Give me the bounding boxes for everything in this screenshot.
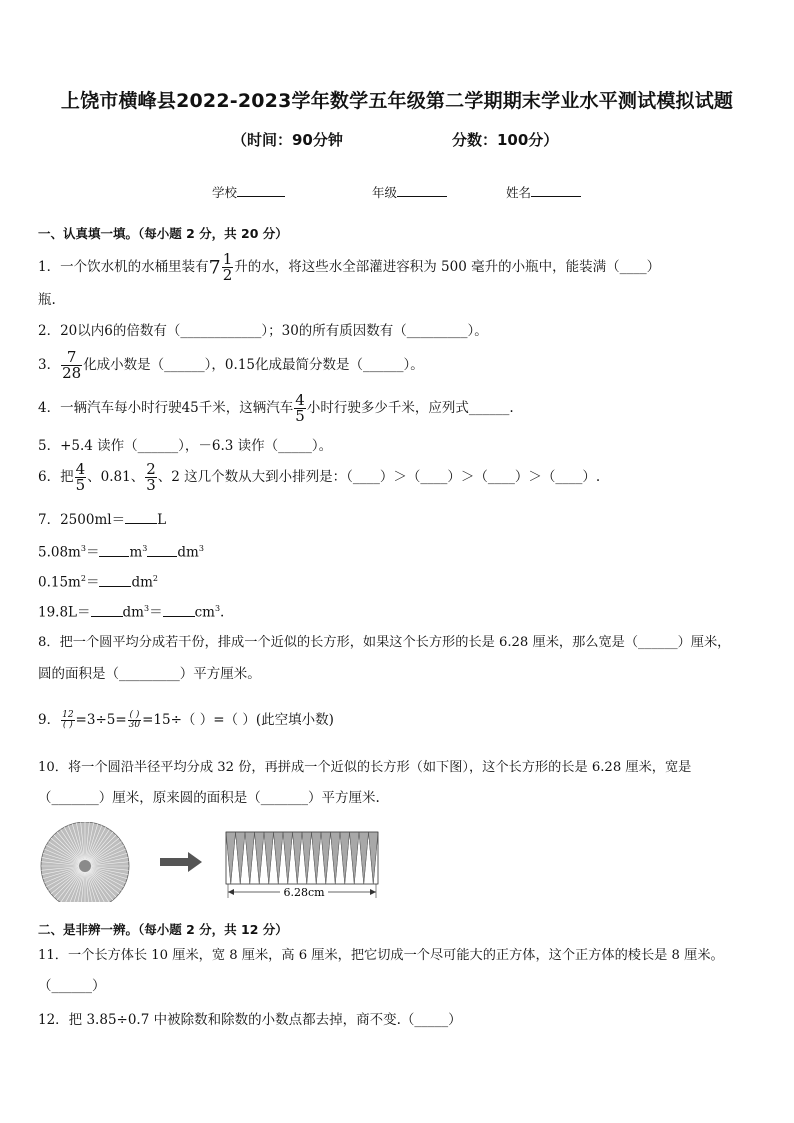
name-field xyxy=(506,182,581,201)
right-arrow-icon xyxy=(160,852,202,872)
q6-den-1: 5 xyxy=(75,476,86,494)
question-7-line-4 xyxy=(38,599,224,623)
q9-mid: =3÷5= xyxy=(75,712,127,728)
question-8-cont: 圆的面积是（_________）平方厘米。 xyxy=(38,666,261,682)
section-2-title: 二、是非辨一辨。（每小题 2 分，共 12 分） xyxy=(38,922,288,937)
dimension-label: 6.28cm xyxy=(283,886,325,899)
grade-label: 年级 xyxy=(372,185,398,200)
q9-post: =15÷（ ）=（ ）(此空填小数) xyxy=(142,712,334,728)
page-title: 上饶市横峰县2022-2023学年数学五年级第二学期期末学业水平测试模拟试题 xyxy=(60,90,734,112)
q7-l2-a: 5.08m xyxy=(38,544,81,561)
q9-den-2: 30 xyxy=(128,720,141,730)
question-11: 11．一个长方体长 10 厘米，宽 8 厘米，高 6 厘米，把它切成一个尽可能大的正方体，这个正方体的棱长是 8 厘米。 xyxy=(38,948,724,963)
q7-l2-exp-b: 3 xyxy=(142,544,148,553)
q3-num: 7 xyxy=(66,348,77,366)
q4-den: 5 xyxy=(295,407,305,425)
q9-fraction-2 xyxy=(128,711,141,730)
school-blank xyxy=(237,182,285,197)
q4-fraction xyxy=(294,393,306,424)
q7-l3-a: 0.15m xyxy=(38,574,81,591)
q3-fraction xyxy=(61,350,82,381)
question-8: 8．把一个圆平均分成若干份，排成一个近似的长方形，如果这个长方形的长是 6.28 厘米，那么宽是（______）厘米， xyxy=(38,635,731,650)
q7-l2-d: dm xyxy=(177,544,199,561)
q7-l4-eq: ＝ xyxy=(149,604,163,621)
q7-l4-a: 19.8L＝ xyxy=(38,604,91,621)
question-2: 2．20以内6的倍数有（____________）；30的所有质因数有（_________）。 xyxy=(38,323,488,339)
q7-l3-eq: ＝ xyxy=(85,574,100,591)
school-label: 学校 xyxy=(212,185,238,200)
q7-l4-dot: . xyxy=(220,604,225,621)
q1-num: 1 xyxy=(222,250,233,268)
question-10-cont: （_______）厘米，原来圆的面积是（_______）平方厘米. xyxy=(38,790,380,806)
section-1-title: 一、认真填一填。（每小题 2 分，共 20 分） xyxy=(38,226,288,241)
q7-l2-c: m xyxy=(129,544,143,561)
q7-blank-4 xyxy=(99,572,131,587)
q4-num: 4 xyxy=(295,391,305,409)
question-9 xyxy=(38,710,334,730)
q7-l4-exp-a: 3 xyxy=(143,604,150,613)
question-5: 5．+5.4 读作（______），－6.3 读作（_____）。 xyxy=(38,438,333,454)
rectangle-teeth-icon xyxy=(226,832,378,884)
q7-blank-3 xyxy=(147,542,177,557)
q3-den: 28 xyxy=(62,364,82,382)
q7-l3-c: dm xyxy=(131,574,153,591)
q7-l2-exp-a: 3 xyxy=(80,544,86,553)
q7-blank-5 xyxy=(91,602,123,617)
q7-l4-b: dm xyxy=(122,604,144,621)
question-10: 10．将一个圆沿半径平均分成 32 份，再拼成一个近似的长方形（如下图），这个长方形的长是 6.28 厘米，宽是 xyxy=(38,760,692,775)
q7-l3-exp-a: 2 xyxy=(80,574,86,583)
q1-mixed-int: 7 xyxy=(208,256,221,279)
q9-num-1: 12 xyxy=(62,710,74,720)
q1-den: 2 xyxy=(222,266,233,284)
question-12: 12．把 3.85÷0.7 中被除数和除数的小数点都去掉，商不变.（_____） xyxy=(38,1012,462,1028)
q7-l3-exp-b: 2 xyxy=(152,574,159,583)
question-3 xyxy=(38,350,424,381)
q7-l4-d: cm xyxy=(194,604,215,621)
q3-post: 化成小数是（______），0.15化成最简分数是（______）。 xyxy=(83,357,424,373)
q6-text-b: 、0.81、 xyxy=(87,469,145,485)
q6-fraction-2 xyxy=(145,462,157,493)
q9-fraction-1 xyxy=(61,711,74,730)
question-1 xyxy=(38,252,660,283)
q1-text-a: 1．一个饮水机的水桶里装有 xyxy=(38,259,209,275)
q7-l2-eq: ＝ xyxy=(85,544,100,561)
score-label: 分数：100分） xyxy=(452,131,559,149)
q7-l1-b: L xyxy=(157,512,167,528)
q10-figure xyxy=(36,822,386,902)
q7-blank-1 xyxy=(125,509,157,524)
q4-text-a: 4．一辆汽车每小时行驶45千米，这辆汽车 xyxy=(38,400,294,416)
question-7-line-3 xyxy=(38,569,158,593)
q7-blank-2 xyxy=(99,542,129,557)
q6-text-a: 6．把 xyxy=(38,469,74,485)
question-4 xyxy=(38,393,514,424)
question-6 xyxy=(38,462,600,493)
name-label: 姓名 xyxy=(506,185,532,200)
q7-l2-exp-c: 3 xyxy=(198,544,204,553)
question-7-line-2 xyxy=(38,539,204,563)
q9-den-1: ( ) xyxy=(62,720,73,730)
circle-sectors-icon xyxy=(41,822,129,902)
q9-num-2: ( ) xyxy=(129,710,140,720)
grade-blank xyxy=(397,182,447,197)
q3-pre: 3． xyxy=(38,357,61,373)
question-1-cont: 瓶. xyxy=(38,292,56,308)
q7-l4-exp-b: 3 xyxy=(214,604,221,613)
name-blank xyxy=(531,182,581,197)
q6-num-1: 4 xyxy=(75,460,86,478)
q6-fraction-1 xyxy=(75,462,87,493)
q7-l1-a: 7．2500ml＝ xyxy=(38,512,126,528)
q9-pre: 9． xyxy=(38,712,61,728)
q6-num-2: 2 xyxy=(146,460,156,478)
q7-blank-6 xyxy=(163,602,195,617)
q6-text-c: 、2 这几个数从大到小排列是：（____）＞（____）＞（____）＞（____）. xyxy=(157,469,601,485)
school-field xyxy=(212,182,285,201)
time-label: （时间：90分钟 xyxy=(232,131,343,149)
question-7-line-1 xyxy=(38,509,166,530)
q1-text-b: 升的水，将这些水全部灌进容积为 500 毫升的小瓶中，能装满（____） xyxy=(234,259,661,275)
grade-field xyxy=(372,182,447,201)
q6-den-2: 3 xyxy=(146,476,156,494)
q4-text-b: 小时行驶多少千米，应列式______. xyxy=(306,400,514,416)
question-11-answer: （______） xyxy=(38,978,106,994)
q1-fraction xyxy=(222,252,234,283)
